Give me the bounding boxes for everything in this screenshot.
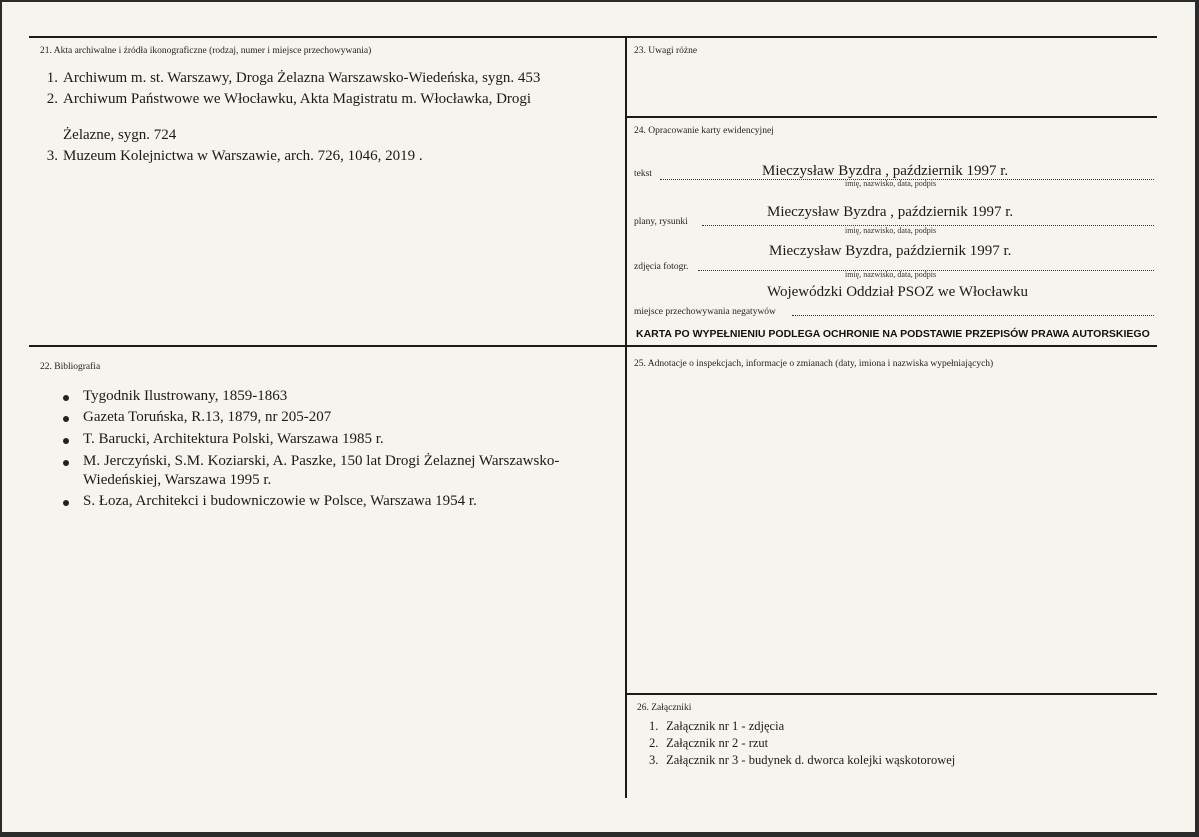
attachment-text: Załącznik nr 1 - zdjęcia — [666, 719, 785, 733]
section-22-title: 22. Bibliografia — [40, 362, 101, 372]
bibliography-item-4: M. Jerczyński, S.M. Koziarski, A. Paszke, 150 lat Drogi Żelaznej Warszawsko- — [83, 453, 560, 469]
field-label-negatives: miejsce przechowywania negatywów — [634, 307, 776, 317]
copyright-notice: KARTA PO WYPEŁNIENIU PODLEGA OCHRONIE NA PODSTAWIE PRZEPISÓW PRAWA AUTORSKIEGO — [636, 328, 1150, 340]
bibliography-item-1: Tygodnik Ilustrowany, 1859-1863 — [83, 388, 288, 404]
archive-item-number: 2. — [46, 91, 58, 107]
archive-item-text: Muzeum Kolejnictwa w Warszawie, arch. 726, 1046, 2019 . — [63, 148, 423, 164]
field-label-plans: plany, rysunki — [634, 217, 688, 227]
section-25-title: 25. Adnotacje o inspekcjach, informacje o zmianach (daty, imiona i nazwiska wypełniających) — [634, 359, 994, 369]
field-value-plans: Mieczysław Byzdra , październik 1997 r. — [767, 204, 1014, 220]
column-divider — [625, 36, 627, 798]
section-21-title: 21. Akta archiwalne i źródła ikonograficzne (rodzaj, numer i miejsce przechowywania) — [40, 46, 372, 56]
bibliography-item-2: Gazeta Toruńska, R.13, 1879, nr 205-207 — [83, 409, 332, 425]
attachment-number: 1. — [649, 719, 659, 733]
archive-item-text: Archiwum Państwowe we Włocławku, Akta Magistratu m. Włocławka, Drogi — [63, 91, 532, 107]
section-26-title: 26. Załączniki — [637, 703, 692, 713]
field-value-negatives: Wojewódzki Oddział PSOZ we Włocławku — [767, 284, 1028, 300]
archive-item-1 — [36, 70, 540, 87]
field-caption-text: imię, nazwisko, data, podpis — [845, 179, 937, 188]
rule-25-26 — [625, 693, 1157, 695]
section-24-title: 24. Opracowanie karty ewidencyjnej — [634, 126, 774, 136]
archive-item-number: 1. — [46, 70, 58, 86]
bullet-dot — [63, 438, 69, 444]
field-line-negatives — [792, 314, 1154, 316]
top-rule — [29, 36, 1157, 38]
record-card-sheet — [2, 2, 1195, 832]
archive-item-text: Archiwum m. st. Warszawy, Droga Żelazna Warszawsko-Wiedeńska, sygn. 453 — [63, 70, 541, 86]
attachment-number: 2. — [649, 736, 659, 750]
bibliography-item-4-continuation: Wiedeńskiej, Warszawa 1995 r. — [83, 472, 272, 488]
archive-item-text: Żelazne, sygn. 724 — [63, 127, 177, 143]
attachment-number: 3. — [649, 753, 659, 767]
archive-item-2-continuation — [36, 127, 176, 144]
field-value-text: Mieczysław Byzdra , październik 1997 r. — [762, 163, 1009, 179]
attachment-item-3 — [649, 753, 955, 768]
archive-item-3 — [36, 148, 423, 165]
bullet-dot — [63, 500, 69, 506]
section-23-title: 23. Uwagi różne — [634, 46, 698, 56]
field-value-photos: Mieczysław Byzdra, październik 1997 r. — [769, 243, 1012, 259]
bullet-dot — [63, 395, 69, 401]
field-label-text: tekst — [634, 169, 652, 179]
bibliography-item-3: T. Barucki, Architektura Polski, Warszawa 1985 r. — [83, 431, 384, 447]
attachment-item-1 — [649, 719, 784, 734]
attachment-text: Załącznik nr 3 - budynek d. dworca kolejki wąskotorowej — [666, 753, 956, 767]
field-caption-plans: imię, nazwisko, data, podpis — [845, 226, 937, 235]
attachment-item-2 — [649, 736, 768, 751]
bibliography-item-5: S. Łoza, Architekci i budowniczowie w Polsce, Warszawa 1954 r. — [83, 493, 477, 509]
bullet-dot — [63, 416, 69, 422]
archive-item-number: 3. — [46, 148, 58, 164]
attachment-text: Załącznik nr 2 - rzut — [666, 736, 769, 750]
bullet-dot — [63, 460, 69, 466]
middle-rule — [29, 345, 1157, 347]
rule-23-24 — [625, 116, 1157, 118]
field-caption-photos: imię, nazwisko, data, podpis — [845, 270, 937, 279]
field-label-photos: zdjęcia fotogr. — [634, 262, 689, 272]
archive-item-2 — [36, 91, 531, 108]
